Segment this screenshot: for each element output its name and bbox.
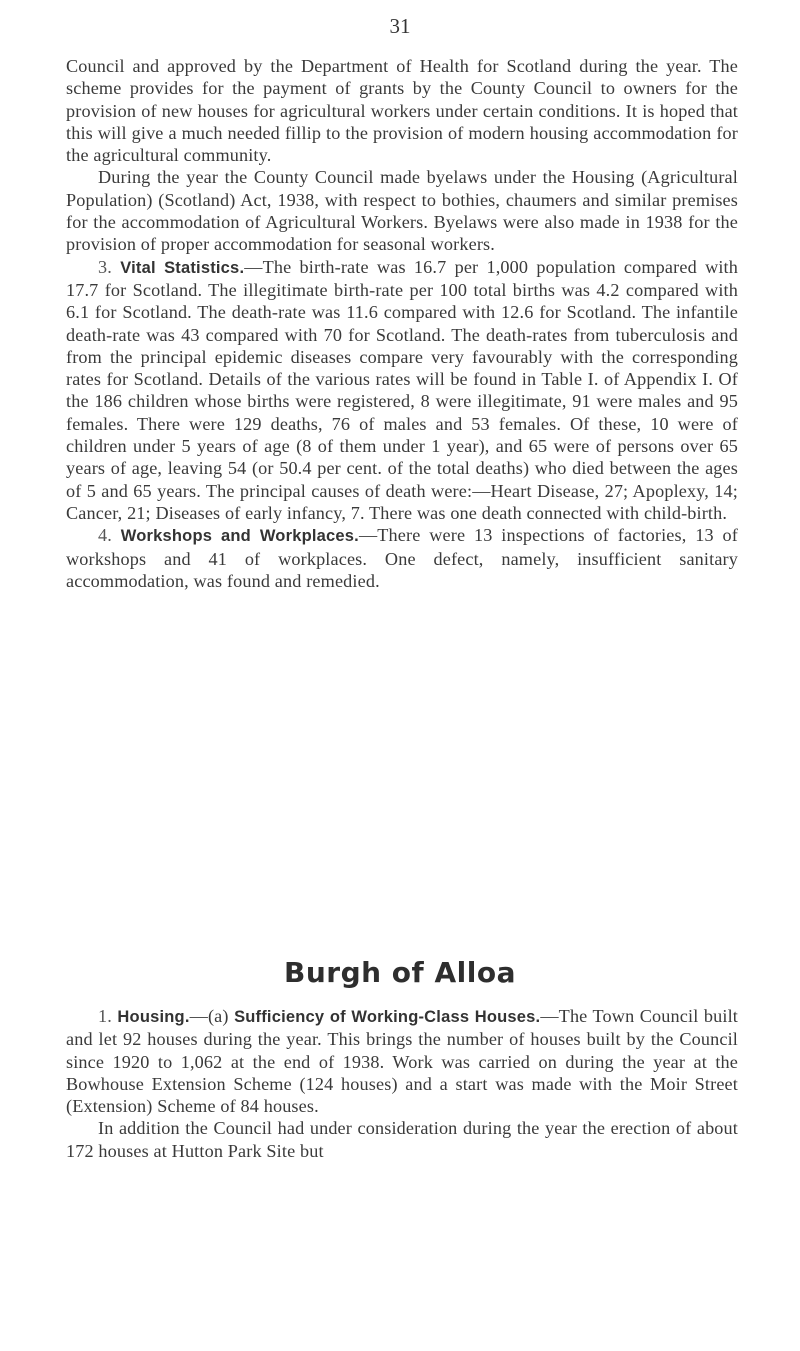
section-heading-vital-statistics: Vital Statistics. (120, 258, 245, 277)
section-heading-housing: Housing. (117, 1008, 190, 1026)
intro-paragraph-1: Council and approved by the Department of Health for Scotland during the year. The scheme provides for the payment of grants by the County Council to owners for the provision of new houses for agricultural workers under certain conditions. It is hoped that this will give a much needed fillip to the provision of modern housing accommodation for the agricultural community. (66, 56, 738, 166)
section-number: 1. (98, 1006, 112, 1026)
workshops-text: —There were 13 inspections of factories, 13 of workshops and 41 of workplaces. One defect, namely, insufficient sanitary accommodation, was found and remedied. (66, 525, 739, 591)
intro-paragraph-2: During the year the County Council made byelaws under the Housing (Agricultural Population) (Scotland) Act, 1938, with respect to bothies, chaumers and similar premises for the accommodation of Agricultural Workers. Byelaws were also made in 1938 for the provision of proper accommodation for seasonal workers. (66, 167, 738, 255)
burgh-section-text (66, 1005, 738, 1162)
vital-statistics-text: —The birth-rate was 16.7 per 1,000 population compared with 17.7 for Scotland. The illegitimate birth-rate per 100 total births was 4.2 compared with 6.1 for Scotland. The death-rate was 11.6 compared with 12.6 for Scotland. The infantile death-rate was 43 compared with 70 for Scotland. The death-rates from tuberculosis and from the principal epidemic diseases compare very favourably with the corresponding rates for Scotland. Details of the various rates will be found in Table I. of Appendix I. Of the 186 children whose births were registered, 8 were illegitimate, 91 were males and 95 females. There were 129 deaths, 76 of males and 53 females. Of these, 10 were of children under 5 years of age (8 of them under 1 year), and 65 were of persons over 65 years of age, leaving 54 (or 50.4 per cent. of the total deaths) who died between the ages of 5 and 65 years. The principal causes of death were:—Heart Disease, 27; Apoplexy, 14; Cancer, 21; Diseases of early infancy, 7. There was one death connected with child-birth. (66, 256, 738, 523)
section-heading-workshops: Workshops and Workplaces. (120, 527, 359, 546)
section-number: 3. (98, 256, 112, 277)
housing-paragraph-2: In addition the Council had under consideration during the year the erection of about 172 houses at Hutton Park Site but (66, 1118, 738, 1161)
workshops-paragraph (66, 524, 738, 592)
housing-text: —The Town Council built and let 92 houses during the year. This brings the number of houses built by the Council since 1920 to 1,062 at the end of 1938. Work was carried on during the year at the Bowhouse Extension Scheme (124 houses) and a start was made with the Moir Street (Extension) Scheme of 84 houses. (66, 1006, 738, 1117)
subsection-prefix: —(a) (189, 1006, 229, 1026)
housing-paragraph (66, 1005, 738, 1117)
county-section-text (66, 55, 738, 592)
page-number: 31 (389, 14, 411, 38)
subsection-heading-sufficiency: Sufficiency of Working-Class Houses. (234, 1008, 541, 1026)
section-number: 4. (98, 525, 112, 546)
vital-statistics-paragraph (66, 256, 738, 525)
burgh-of-alloa-heading: Burgh of Alloa (284, 956, 516, 989)
